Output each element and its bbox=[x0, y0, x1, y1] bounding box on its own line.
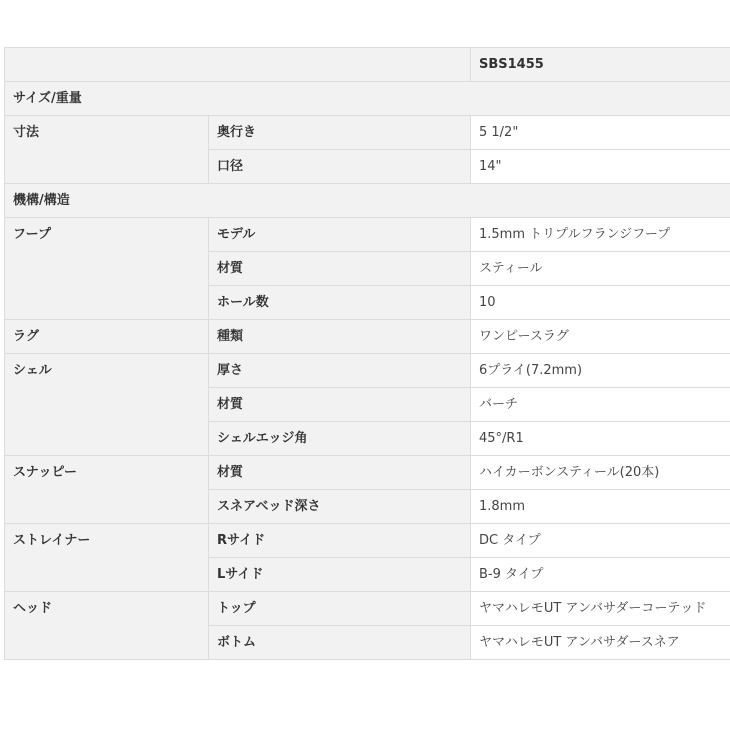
section-row bbox=[5, 82, 730, 116]
table-row bbox=[5, 116, 730, 150]
row-value: 14" bbox=[471, 150, 730, 184]
group-strainer: ストレイナー bbox=[5, 524, 209, 592]
row-value: 5 1/2" bbox=[471, 116, 730, 150]
row-label: 口径 bbox=[209, 150, 471, 184]
row-label: ホール数 bbox=[209, 286, 471, 320]
table-header-row bbox=[5, 48, 730, 82]
row-label: 奥行き bbox=[209, 116, 471, 150]
group-lug: ラグ bbox=[5, 320, 209, 354]
row-value: 10 bbox=[471, 286, 730, 320]
row-value: B-9 タイプ bbox=[471, 558, 730, 592]
row-value: ヤマハレモUT アンバサダースネア bbox=[471, 626, 730, 660]
row-label: 厚さ bbox=[209, 354, 471, 388]
row-label: モデル bbox=[209, 218, 471, 252]
table-row bbox=[5, 320, 730, 354]
section-row bbox=[5, 184, 730, 218]
row-value: 1.8mm bbox=[471, 490, 730, 524]
row-label: Lサイド bbox=[209, 558, 471, 592]
row-value: ワンピースラグ bbox=[471, 320, 730, 354]
row-label: トップ bbox=[209, 592, 471, 626]
table-row bbox=[5, 592, 730, 626]
row-label: ボトム bbox=[209, 626, 471, 660]
row-label: 材質 bbox=[209, 388, 471, 422]
row-label: スネアベッド深さ bbox=[209, 490, 471, 524]
group-shell: シェル bbox=[5, 354, 209, 456]
row-value: スティール bbox=[471, 252, 730, 286]
row-value: 1.5mm トリプルフランジフープ bbox=[471, 218, 730, 252]
group-head: ヘッド bbox=[5, 592, 209, 660]
spec-table bbox=[4, 47, 730, 660]
header-blank-cell bbox=[5, 48, 471, 82]
group-dimensions: 寸法 bbox=[5, 116, 209, 184]
row-label: シェルエッジ角 bbox=[209, 422, 471, 456]
row-value: DC タイプ bbox=[471, 524, 730, 558]
model-header: SBS1455 bbox=[471, 48, 730, 82]
row-label: 材質 bbox=[209, 456, 471, 490]
table-row bbox=[5, 218, 730, 252]
row-value: 6プライ(7.2mm) bbox=[471, 354, 730, 388]
table-row bbox=[5, 456, 730, 490]
section-mechanism: 機構/構造 bbox=[5, 184, 730, 218]
group-snappy: スナッピー bbox=[5, 456, 209, 524]
row-value: 45°/R1 bbox=[471, 422, 730, 456]
group-hoop: フープ bbox=[5, 218, 209, 320]
row-label: 材質 bbox=[209, 252, 471, 286]
row-value: ハイカーボンスティール(20本) bbox=[471, 456, 730, 490]
table-row bbox=[5, 354, 730, 388]
row-label: 種類 bbox=[209, 320, 471, 354]
table-row bbox=[5, 524, 730, 558]
row-value: ヤマハレモUT アンバサダーコーテッド bbox=[471, 592, 730, 626]
row-label: Rサイド bbox=[209, 524, 471, 558]
section-size-weight: サイズ/重量 bbox=[5, 82, 730, 116]
row-value: バーチ bbox=[471, 388, 730, 422]
